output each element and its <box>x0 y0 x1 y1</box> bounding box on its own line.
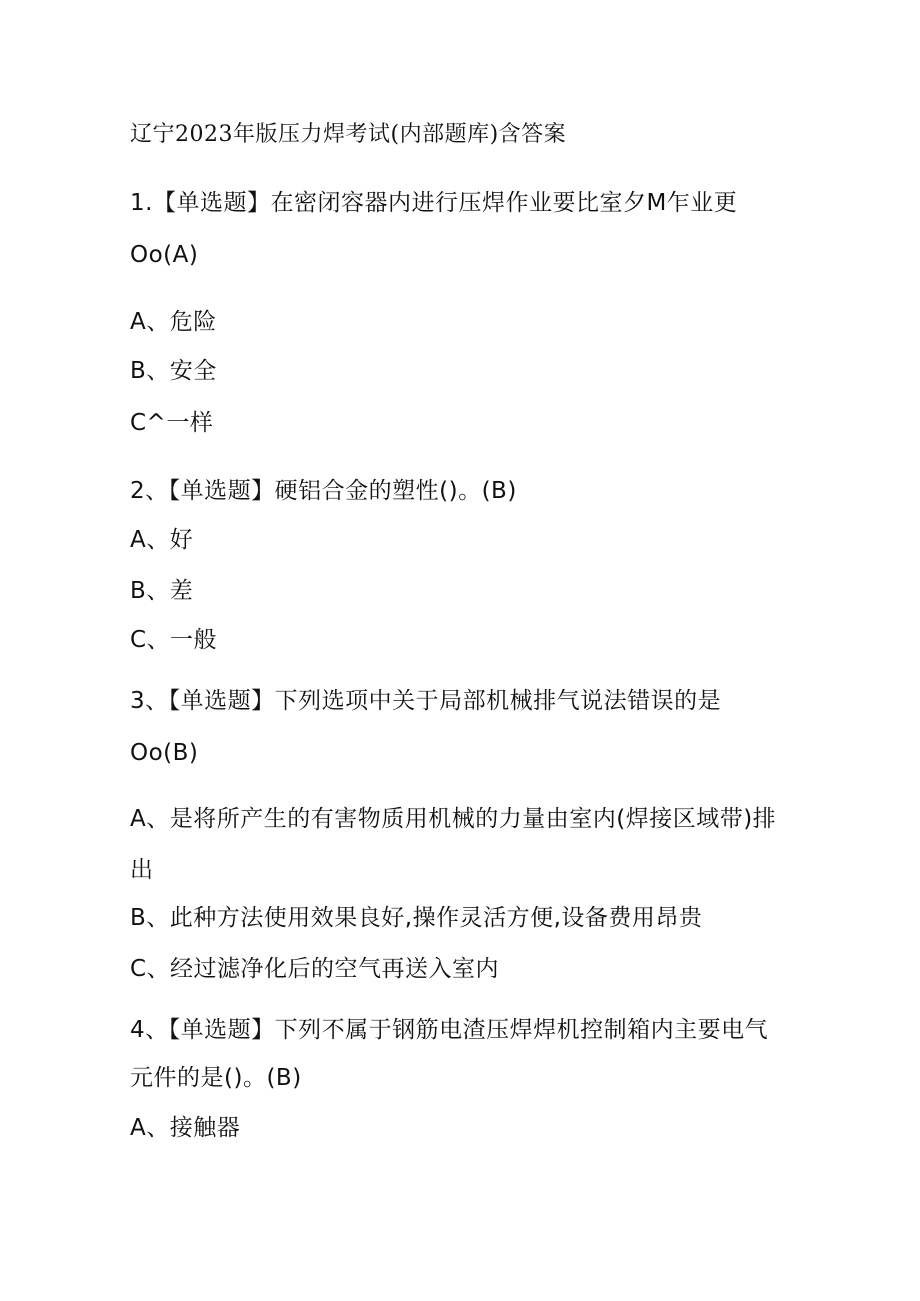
question-2-stem-line-1: 2、【单选题】硬铝合金的塑性()。(B) <box>130 478 517 504</box>
question-1-option-a: A、危险 <box>130 309 217 335</box>
question-3-option-a-line-2: 出 <box>130 857 154 883</box>
question-2-option-a: A、好 <box>130 527 194 553</box>
question-3-option-a-line-1: A、是将所产生的有害物质用机械的力量由室内(焊接区域带)排 <box>130 806 777 832</box>
question-3-stem-line-2: Oo(B) <box>130 740 199 766</box>
question-3-option-c: C、经过滤净化后的空气再送入室内 <box>130 956 500 982</box>
question-4-option-a: A、接触器 <box>130 1115 241 1141</box>
question-2-option-c: C、一般 <box>130 627 218 653</box>
question-2-option-b: B、差 <box>130 578 194 604</box>
document-title: 辽宁2023年版压力焊考试(内部题库)含答案 <box>130 122 567 147</box>
question-1-option-c: C^一样 <box>130 410 214 436</box>
question-4-stem-line-1: 4、【单选题】下列不属于钢筋电渣压焊焊机控制箱内主要电气 <box>130 1017 769 1043</box>
question-1-option-b: B、安全 <box>130 358 217 384</box>
question-3-option-b: B、此种方法使用效果良好,操作灵活方便,设备费用昂贵 <box>130 905 703 931</box>
question-4-stem-line-2: 元件的是()。(B) <box>130 1065 302 1091</box>
question-1-stem-line-1: 1.【单选题】在密闭容器内进行压焊作业要比室夕M乍业更 <box>130 190 738 216</box>
question-3-stem-line-1: 3、【单选题】下列选项中关于局部机械排气说法错误的是 <box>130 688 722 714</box>
question-1-stem-line-2: Oo(A) <box>130 242 199 268</box>
